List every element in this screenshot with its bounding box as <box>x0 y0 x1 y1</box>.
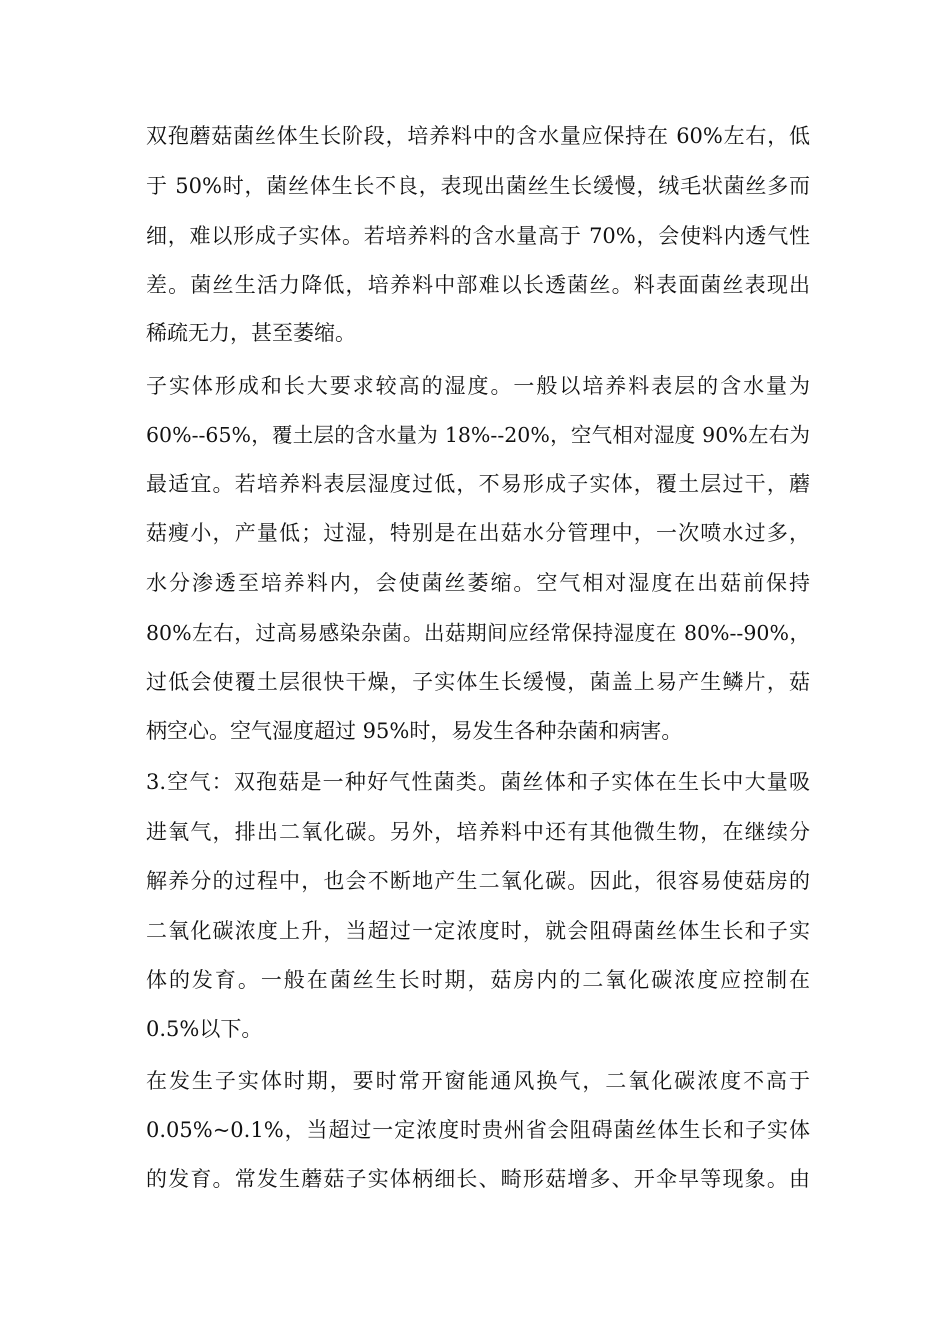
text-line: 细，难以形成子实体。若培养料的含水量高于 70%，会使料内透气性 <box>146 224 810 248</box>
text-line: 80%左右，过高易感染杂菌。出菇期间应经常保持湿度在 80%--90%， <box>146 621 810 645</box>
text-line: 过低会使覆土层很快干燥，子实体生长缓慢，菌盖上易产生鳞片，菇 <box>146 670 810 694</box>
text-line: 0.5%以下。 <box>146 1017 263 1041</box>
text-line: 在发生子实体时期，要时常开窗能通风换气，二氧化碳浓度不高于 <box>146 1069 810 1093</box>
text-line: 解养分的过程中，也会不断地产生二氧化碳。因此，很容易使菇房的 <box>146 869 810 893</box>
text-line: 菇瘦小，产量低；过湿，特别是在出菇水分管理中，一次喷水过多， <box>146 521 810 545</box>
text-line: 柄空心。空气湿度超过 95%时，易发生各种杂菌和病害。 <box>146 719 683 743</box>
text-line: 子实体形成和长大要求较高的湿度。一般以培养料表层的含水量为 <box>146 374 810 398</box>
text-line: 水分渗透至培养料内，会使菌丝萎缩。空气相对湿度在出菇前保持 <box>146 571 810 595</box>
text-line: 60%--65%，覆土层的含水量为 18%--20%，空气相对湿度 90%左右为 <box>146 423 810 447</box>
text-line: 双孢蘑菇菌丝体生长阶段，培养料中的含水量应保持在 60%左右，低 <box>146 124 810 148</box>
text-line: 3.空气：双孢菇是一种好气性菌类。菌丝体和子实体在生长中大量吸 <box>146 770 810 794</box>
text-line: 差。菌丝生活力降低，培养料中部难以长透菌丝。料表面菌丝表现出 <box>146 273 810 297</box>
text-line: 于 50%时，菌丝体生长不良，表现出菌丝生长缓慢，绒毛状菌丝多而 <box>146 174 810 198</box>
text-line: 体的发育。一般在菌丝生长时期，菇房内的二氧化碳浓度应控制在 <box>146 968 810 992</box>
text-line: 最适宜。若培养料表层湿度过低，不易形成子实体，覆土层过干，蘑 <box>146 472 810 496</box>
text-line: 0.05%~0.1%，当超过一定浓度时贵州省会阻碍菌丝体生长和子实体 <box>146 1118 810 1142</box>
text-line: 的发育。常发生蘑菇子实体柄细长、畸形菇增多、开伞早等现象。由 <box>146 1167 810 1191</box>
text-line: 二氧化碳浓度上升，当超过一定浓度时，就会阻碍菌丝体生长和子实 <box>146 919 810 943</box>
text-line: 稀疏无力，甚至萎缩。 <box>146 321 356 345</box>
text-line: 进氧气，排出二氧化碳。另外，培养料中还有其他微生物，在继续分 <box>146 820 810 844</box>
